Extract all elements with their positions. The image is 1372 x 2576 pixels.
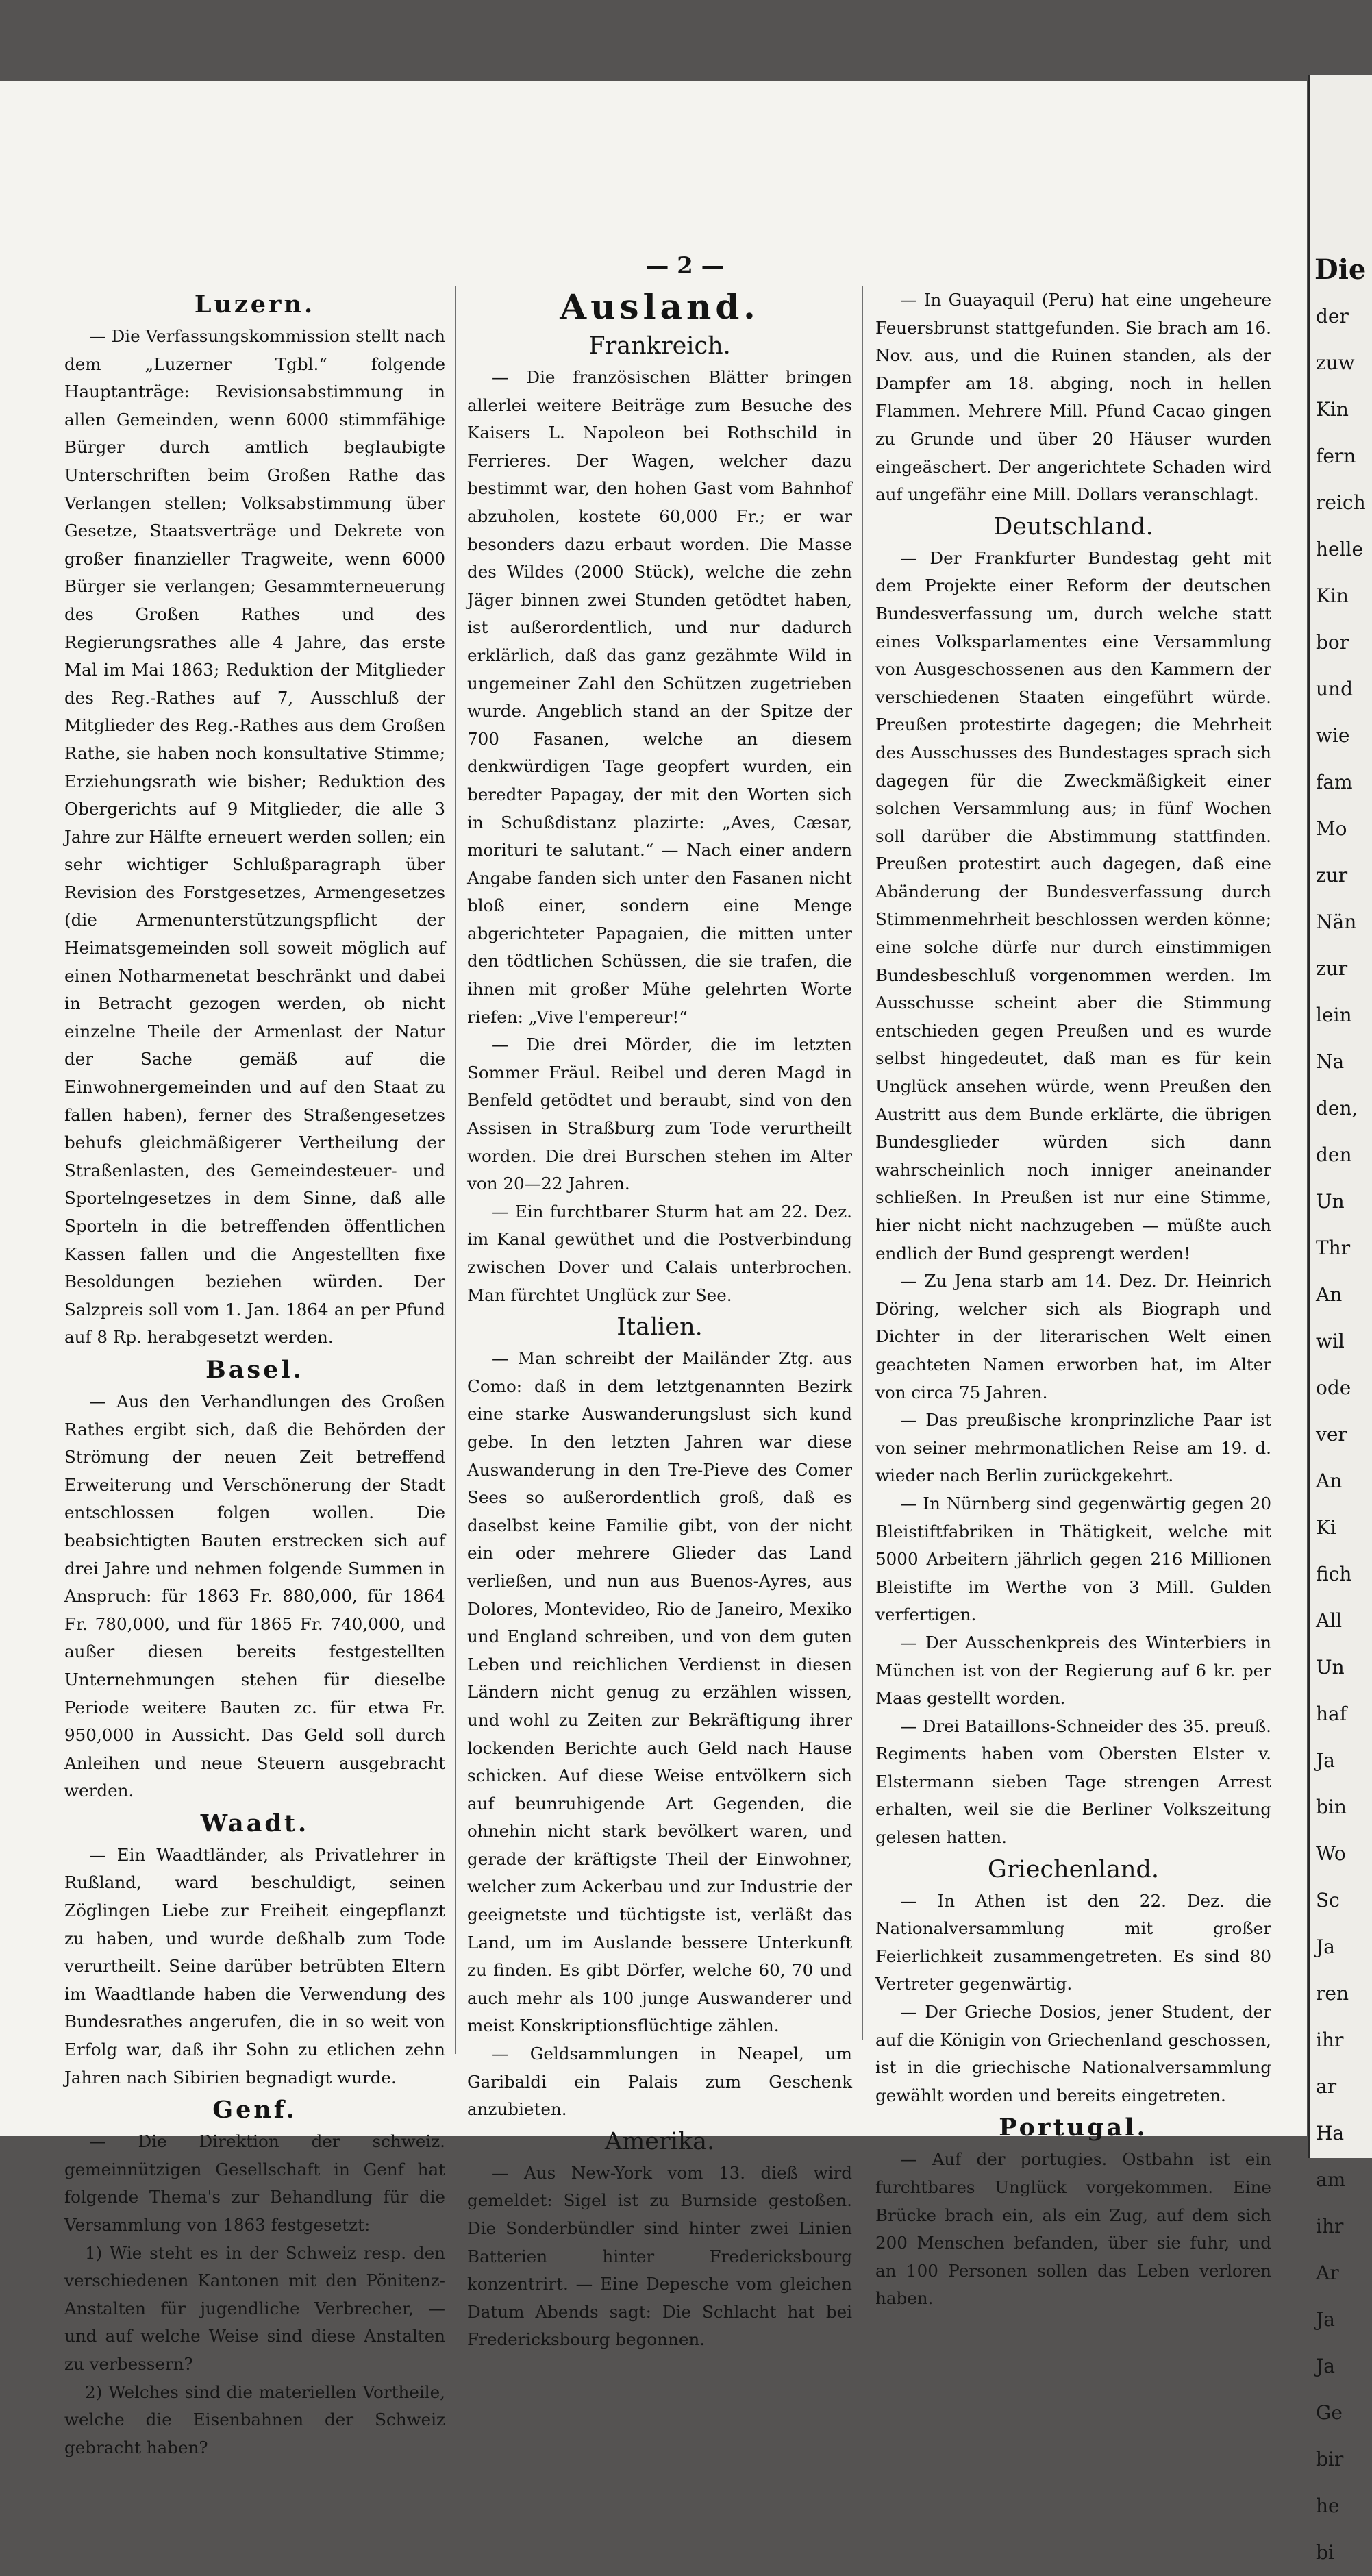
column-2	[467, 286, 852, 2354]
adjacent-page-fragment: helle	[1316, 538, 1364, 560]
adjacent-page-fragment: bir	[1316, 2448, 1344, 2470]
adjacent-page-fragment: ode	[1316, 1376, 1351, 1399]
article-question-2: 2) Welches sind die materiellen Vortheile, welche die Eisenbahnen der Schweiz gebracht haben?	[64, 2381, 445, 2457]
column-3	[875, 286, 1271, 2313]
adjacent-page-fragment: Nän	[1316, 911, 1357, 933]
article-paragraph: — In Athen ist den 22. Dez. die Nationalversammlung mit großer Feierlichkeit zusammengetreten. Es sind 80 Vertreter gegenwärtig.	[875, 1890, 1271, 1994]
adjacent-page-text	[1310, 75, 1372, 2576]
adjacent-page-fragment: am	[1316, 2168, 1346, 2191]
adjacent-page-fragment: Ja	[1316, 2355, 1335, 2377]
adjacent-page-edge	[1308, 75, 1372, 2564]
adjacent-page-fragment: An	[1316, 1283, 1343, 1306]
adjacent-page-fragment: fern	[1316, 445, 1356, 467]
column-1	[64, 286, 445, 2462]
adjacent-page-fragment: An	[1316, 1470, 1343, 1492]
page-number: — 2 —	[645, 252, 725, 280]
article-paragraph: — Aus New-York vom 13. dieß wird gemeldet: Sigel ist zu Burnside gestoßen. Die Sonderbündler sind hinter zwei Linien Batterien hinter Fredericksbourg konzentrirt. — Eine Depesche vom gleichen Datum Abends sagt: Die Schlacht hat bei Fredericksbourg begonnen.	[467, 2162, 852, 2350]
section-title-griechenland: Griechenland.	[987, 1855, 1160, 1883]
adjacent-page-fragment: wil	[1316, 1330, 1345, 1352]
section-title-italien: Italien.	[616, 1313, 703, 1341]
article-paragraph: — Die drei Mörder, die im letzten Sommer Fräul. Reibel und deren Magd in Benfeld getödtet und beraubt, sind von den Assisen in Straßburg zum Tode verurtheilt worden. Die drei Burschen stehen im Alter von 20—22 Jahren.	[467, 1035, 852, 1194]
article-paragraph: — Aus den Verhandlungen des Großen Rathes ergibt sich, daß die Behörden der Strömung der neuen Zeit betreffend Erweiterung und Verschönerung der Stadt entschlossen folgen wollen. Die beabsichtigten Bauten erstrecken sich auf drei Jahre und nehmen folgende Summen in Anspruch: für 1863 Fr. 880,000, für 1864 Fr. 780,000, und für 1865 Fr. 740,000, und außer diesen bereits festgestellten Unternehmungen stehen für dieselbe Periode weitere Bauten zc. für etwa Fr. 950,000 in Aussicht. Das Geld soll durch Anleihen und neue Steuern ausgebracht werden.	[64, 1391, 445, 1801]
section-title-genf: Genf.	[212, 2096, 297, 2125]
adjacent-page-fragment: Ar	[1316, 2262, 1339, 2284]
article-paragraph: — Das preußische kronprinzliche Paar ist von seiner mehrmonatlichen Reise am 19. d. wieder nach Berlin zurückgekehrt.	[875, 1410, 1271, 1486]
adjacent-page-fragment: ar	[1316, 2075, 1337, 2098]
adjacent-page-fragment: Sc	[1316, 1889, 1340, 1911]
article-paragraph: — In Nürnberg sind gegenwärtig gegen 20 Bleistiftfabriken in Thätigkeit, welche mit 5000 Arbeitern jährlich gegen 216 Millionen Bleistifte im Werthe von 3 Mill. Gulden verfertigen.	[875, 1493, 1271, 1625]
adjacent-page-fragment: lein	[1316, 1004, 1352, 1026]
article-paragraph: — In Guayaquil (Peru) hat eine ungeheure Feuersbrunst stattgefunden. Sie brach am 16. Nov. aus, und die Ruinen standen, als der Dampfer am 18. abging, noch in hellen Flammen. Mehrere Mill. Pfund Cacao gingen zu Grunde und über 20 Häuser wurden eingeäschert. Der angerichtete Schaden wird auf ungefähr eine Mill. Dollars veranschlagt.	[875, 290, 1271, 505]
adjacent-page-fragment: Die	[1314, 253, 1367, 286]
adjacent-page-fragment: All	[1316, 1609, 1343, 1632]
section-title-deutschland: Deutschland.	[993, 512, 1153, 541]
adjacent-page-fragment: der	[1316, 305, 1349, 327]
adjacent-page-fragment: zuw	[1316, 351, 1355, 374]
article-paragraph: — Die französischen Blätter bringen allerlei weitere Beiträge zum Besuche des Kaisers L. Napoleon bei Rothschild in Ferrieres. Der Wagen, welcher dazu bestimmt war, den hohen Gast vom Bahnhof abzuholen, kostete 60,000 Fr.; er war besonders dazu erbaut worden. Die Masse des Wildes (2000 Stück), welche die zehn Jäger binnen zwei Stunden getödtet haben, ist außerordentlich, und nur dadurch erklärlich, daß das ganz gezähmte Wild in ungemeiner Zahl den Schützen zugetrieben wurde. Angeblich stand an der Spitze der 700 Fasanen, welche an diesem denkwürdigen Tage geopfert wurden, ein beredter Papagay, der mit den Worten sich in Schußdistanz plazirte: „Aves, Cæsar, morituri te salutant.“ — Nach einer andern Angabe fanden sich unter den Fasanen nicht bloß einer, sondern eine Menge abgerichteter Papagaien, die mitten unter den tödtlichen Schüssen, die sie trafen, die ihnen mit großer Mühe gelehrten Worte riefen: „Vive l'empereur!“	[467, 367, 852, 1027]
adjacent-page-fragment: Kin	[1316, 398, 1349, 421]
main-heading-ausland: Ausland.	[560, 286, 760, 327]
adjacent-page-fragment: ihr	[1316, 2029, 1344, 2051]
adjacent-page-fragment: wie	[1316, 724, 1350, 747]
adjacent-page-fragment: fam	[1316, 771, 1353, 793]
adjacent-page-fragment: zur	[1316, 864, 1348, 887]
adjacent-page-fragment: fich	[1316, 1563, 1352, 1585]
adjacent-page-fragment: Wo	[1316, 1842, 1346, 1865]
section-title-frankreich: Frankreich.	[588, 332, 731, 360]
adjacent-page-fragment: den,	[1316, 1097, 1358, 1119]
adjacent-page-fragment: Na	[1316, 1050, 1345, 1073]
section-title-waadt: Waadt.	[200, 1809, 310, 1837]
section-title-amerika: Amerika.	[604, 2127, 715, 2155]
adjacent-page-fragment: Un	[1316, 1190, 1345, 1213]
adjacent-page-fragment: Kin	[1316, 584, 1349, 607]
adjacent-page-fragment: Mo	[1316, 817, 1347, 840]
adjacent-page-fragment: zur	[1316, 957, 1348, 980]
adjacent-page-fragment: haf	[1316, 1702, 1347, 1725]
article-paragraph: — Auf der portugies. Ostbahn ist ein furchtbares Unglück vorgekommen. Eine Brücke brach ein, als ein Zug, auf dem sich 200 Menschen befanden, über sie fuhr, und an 100 Personen sollen das Leben verloren haben.	[875, 2149, 1271, 2309]
adjacent-page-fragment: bi	[1316, 2541, 1334, 2564]
adjacent-page-fragment: he	[1316, 2494, 1340, 2517]
adjacent-page-fragment: Un	[1316, 1656, 1345, 1679]
adjacent-page-fragment: Ki	[1316, 1516, 1336, 1539]
adjacent-page-fragment: Ha	[1316, 2122, 1345, 2144]
adjacent-page-fragment: reich	[1316, 491, 1366, 514]
article-paragraph: — Drei Bataillons-Schneider des 35. preuß. Regiments haben vom Obersten Elster v. Elstermann sieben Tage strengen Arrest erhalten, weil sie die Berliner Volkszeitung gelesen hatten.	[875, 1716, 1271, 1848]
adjacent-page-fragment: ihr	[1316, 2215, 1344, 2238]
column-divider	[455, 286, 456, 2054]
section-title-basel: Basel.	[205, 1355, 304, 1384]
adjacent-page-fragment: Ja	[1316, 1935, 1335, 1958]
article-paragraph: — Der Frankfurter Bundestag geht mit dem Projekte einer Reform der deutschen Bundesverfassung um, durch welche statt eines Volksparlamentes eine Versammlung von Ausgeschossenen aus den Kammern der verschiedenen Staaten eingeführt würde. Preußen protestirte dagegen; die Mehrheit des Ausschusses des Bundestages sprach sich dagegen für die Zweckmäßigkeit einer solchen Versammlung aus; in fünf Wochen soll darüber die Abstimmung stattfinden. Preußen protestirt auch dagegen, daß eine Abänderung der Bundesverfassung durch Stimmenmehrheit beschlossen werden könne; eine solche dürfe nur durch einstimmigen Bundesbeschluß vorgenommen werden. Im Ausschusse scheint aber die Stimmung entschieden gegen Preußen und es wurde selbst hingedeutet, daß man es für kein Unglück ansehen würde, wenn Preußen den Austritt aus dem Bunde erklärte, die übrigen Bundesglieder würden sich dann wahrscheinlich noch inniger aneinander schließen. In Preußen ist nur eine Stimme, hier nicht nicht nachzugeben — müßte auch endlich der Bund gesprengt werden!	[875, 547, 1271, 1263]
article-question-1: 1) Wie steht es in der Schweiz resp. den verschiedenen Kantonen mit den Pönitenz-Anstalten für jugendliche Verbrecher, — und auf welche Weise sind diese Anstalten zu verbessern?	[64, 2242, 445, 2374]
section-title-portugal: Portugal.	[999, 2114, 1148, 2142]
article-paragraph: — Ein furchtbarer Sturm hat am 22. Dez. im Kanal gewüthet und die Postverbindung zwischen Dover und Calais unterbrochen. Man fürchtet Unglück zur See.	[467, 1201, 852, 1305]
column-divider	[862, 286, 863, 2040]
article-paragraph: — Der Ausschenkpreis des Winterbiers in München ist von der Regierung auf 6 kr. per Maas gestellt worden.	[875, 1632, 1271, 1709]
adjacent-page-fragment: den	[1316, 1143, 1352, 1166]
adjacent-page-fragment: bin	[1316, 1796, 1347, 1818]
adjacent-page-fragment: Thr	[1316, 1237, 1351, 1259]
adjacent-page-fragment: und	[1316, 678, 1353, 700]
article-paragraph: — Der Grieche Dosios, jener Student, der auf die Königin von Griechenland geschossen, ist in die griechische Nationalversammlung gewählt worden und bereits eingetreten.	[875, 2002, 1271, 2105]
article-paragraph: — Die Direktion der schweiz. gemeinnützigen Gesellschaft in Genf hat folgende Thema's zur Behandlung für die Versammlung von 1863 festgesetzt:	[64, 2131, 445, 2235]
adjacent-page-fragment: ren	[1316, 1982, 1349, 2005]
article-paragraph: — Die Verfassungskommission stellt nach dem „Luzerner Tgbl.“ folgende Hauptanträge: Revisionsabstimmung in allen Gemeinden, wenn 6000 stimmfähige Bürger durch amtlich beglaubigte Unterschriften beim Großen Rathe das Verlangen stellen; Volksabstimmung über Gesetze, Staatsverträge und Dekrete von großer finanzieller Tragweite, wenn 6000 Bürger sie verlangen; Gesammterneuerung des Großen Rathes und des Regierungsrathes alle 4 Jahre, das erste Mal im Mai 1863; Reduktion der Mitglieder des Reg.-Rathes auf 7, Ausschluß der Mitglieder des Reg.-Rathes aus dem Großen Rathe, sie haben noch konsultative Stimme; Erziehungsrath wie bisher; Reduktion des Obergerichts auf 9 Mitglieder, die alle 3 Jahre zur Hälfte erneuert werden sollen; ein sehr wichtiger Schlußparagraph über Revision des Forstgesetzes, Armengesetzes (die Armenunterstützungspflicht der Heimatsgemeinden soll soweit möglich auf einen Notharmenetat beschränkt und dabei in Betracht gezogen werden, ob nicht einzelne Theile der Armenlast der Natur der Sache gemäß auf die Einwohnergemeinden und auf den Staat zu fallen haben), ferner des Straßengesetzes behufs gleichmäßigerer Vertheilung der Straßenlasten, des Gemeindesteuer- und Sportelngesetzes in dem Sinne, daß alle Sporteln in die betreffenden öffentlichen Kassen fallen und die Angestellten fixe Besoldungen beziehen würden. Der Salzpreis soll vom 1. Jan. 1864 an per Pfund auf 8 Rp. herabgesetzt werden.	[64, 326, 445, 1348]
section-title-luzern: Luzern.	[194, 290, 316, 319]
adjacent-page-fragment: Ge	[1316, 2401, 1343, 2424]
article-paragraph: — Ein Waadtländer, als Privatlehrer in Rußland, ward beschuldigt, seinen Zöglingen Liebe zur Freiheit eingepflanzt zu haben, und wurde deßhalb zum Tode verurtheilt. Seine darüber betrübten Eltern im Waadtlande haben die Verwendung des Bundesrathes angerufen, die in so weit von Erfolg war, daß ihr Sohn zu etlichen zehn Jahren nach Sibirien begnadigt wurde.	[64, 1844, 445, 2088]
adjacent-page-fragment: Ja	[1316, 2308, 1335, 2331]
article-paragraph: — Man schreibt der Mailänder Ztg. aus Como: daß in dem letztgenannten Bezirk eine starke Auswanderungslust sich kund gebe. In den letzten Jahren war diese Auswanderung in den Tre-Pieve des Comer Sees so außerordentlich groß, daß es daselbst keine Familie gibt, von der nicht ein oder mehrere Glieder das Land verließen, und nun aus Buenos-Ayres, aus Dolores, Montevideo, Rio de Janeiro, Mexiko und England schreiben, und von dem guten Leben und reichlichen Verdienst in diesen Ländern nicht genug zu erzählen wissen, und wohl zu Zeiten zur Bekräftigung ihrer lockenden Berichte auch Geld nach Hause schicken. Auf diese Weise entvölkern sich auf beunruhigende Art Gegenden, die ohnehin nicht stark bevölkert waren, und gerade der kräftigste Theil der Einwohner, welcher zum Ackerbau und zur Industrie der geeignetste und tüchtigste ist, verläßt das Land, um im Auslande bessere Unterkunft zu finden. Es gibt Dörfer, welche 60, 70 und auch mehr als 100 junge Auswanderer und meist Konskriptionsflüchtige zählen.	[467, 1348, 852, 2036]
adjacent-page-fragment: bor	[1316, 631, 1349, 654]
adjacent-page-fragment: Ja	[1316, 1749, 1335, 1772]
article-paragraph: — Geldsammlungen in Neapel, um Garibaldi ein Palais zum Geschenk anzubieten.	[467, 2044, 852, 2120]
article-paragraph: — Zu Jena starb am 14. Dez. Dr. Heinrich Döring, welcher sich als Biograph und Dichter in der literarischen Welt einen geachteten Namen erworben hat, im Alter von circa 75 Jahren.	[875, 1271, 1271, 1402]
newspaper-page	[0, 81, 1307, 2457]
adjacent-page-fragment: ver	[1316, 1423, 1347, 1446]
